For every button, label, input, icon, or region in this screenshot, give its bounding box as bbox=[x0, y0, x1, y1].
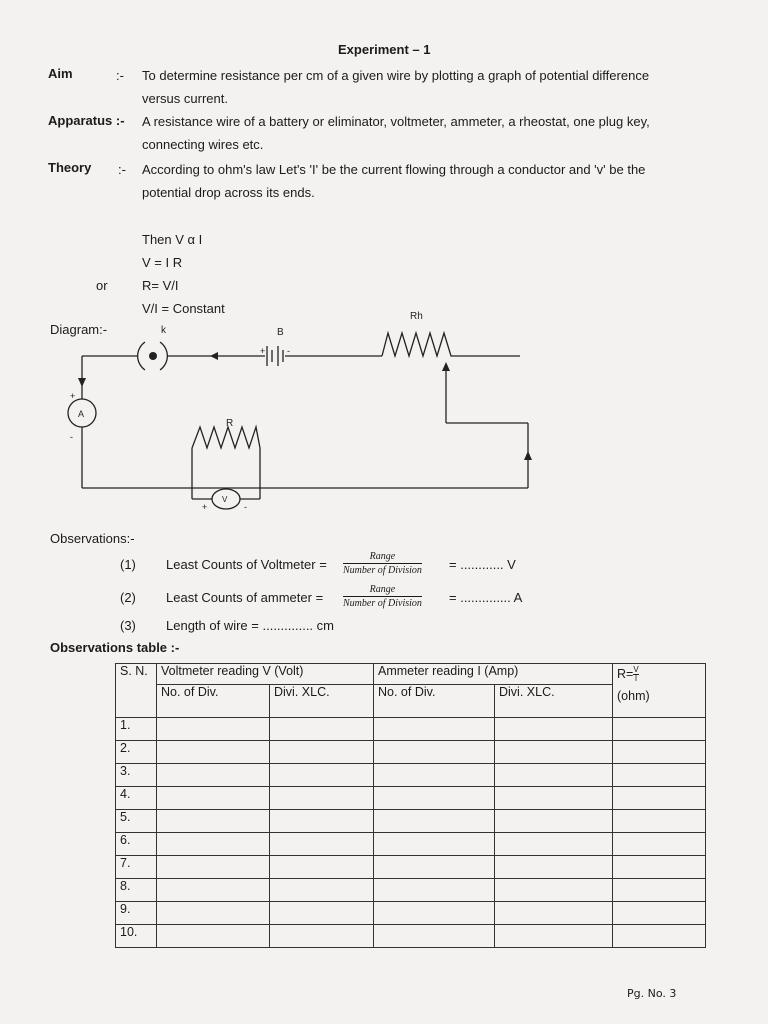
row-resistance-cell[interactable] bbox=[613, 833, 706, 856]
theory-separator: :- bbox=[118, 162, 126, 177]
header-resistance-label: R= bbox=[617, 666, 634, 681]
obs-1-text: Least Counts of Voltmeter = bbox=[166, 557, 327, 572]
table-row bbox=[116, 718, 706, 741]
apparatus-text-line2: connecting wires etc. bbox=[142, 137, 264, 152]
row-amp-div-cell[interactable] bbox=[374, 787, 495, 810]
aim-label: Aim bbox=[48, 66, 73, 81]
row-serial-cell: 6. bbox=[116, 833, 157, 856]
aim-separator: :- bbox=[116, 68, 124, 83]
row-resistance-cell[interactable] bbox=[613, 810, 706, 833]
row-volt-xlc-cell[interactable] bbox=[270, 902, 374, 925]
ammeter-label: A bbox=[78, 409, 85, 419]
observations-label: Observations:- bbox=[50, 531, 135, 546]
circuit-diagram bbox=[40, 305, 540, 515]
header-resistance bbox=[613, 664, 706, 718]
row-serial-cell: 7. bbox=[116, 856, 157, 879]
row-volt-xlc-cell[interactable] bbox=[270, 879, 374, 902]
row-volt-div-cell[interactable] bbox=[157, 764, 270, 787]
row-amp-xlc-cell[interactable] bbox=[495, 787, 613, 810]
theory-label: Theory bbox=[48, 160, 92, 175]
ammeter-minus: - bbox=[70, 432, 73, 442]
table-row bbox=[116, 879, 706, 902]
row-amp-div-cell[interactable] bbox=[374, 833, 495, 856]
header-volt-divisions: No. of Div. bbox=[157, 685, 270, 718]
row-serial-cell: 9. bbox=[116, 902, 157, 925]
resistor-label: R bbox=[226, 418, 234, 429]
table-row bbox=[116, 810, 706, 833]
row-resistance-cell[interactable] bbox=[613, 787, 706, 810]
header-amp-xlc: Divi. XLC. bbox=[495, 685, 613, 718]
observations-table bbox=[115, 663, 706, 948]
theory-text-line1: According to ohm's law Let's 'I' be the current flowing through a conductor and 'v' be the bbox=[142, 162, 646, 177]
battery-label: B bbox=[277, 327, 284, 338]
equation-resistance: R= V/I bbox=[142, 278, 179, 293]
row-volt-div-cell[interactable] bbox=[157, 787, 270, 810]
obs-1-number: (1) bbox=[120, 557, 136, 572]
table-row bbox=[116, 902, 706, 925]
row-serial-cell: 4. bbox=[116, 787, 157, 810]
row-volt-xlc-cell[interactable] bbox=[270, 764, 374, 787]
obs-2-number: (2) bbox=[120, 590, 136, 605]
aim-text-line2: versus current. bbox=[142, 91, 228, 106]
equation-or: or bbox=[96, 278, 108, 293]
row-volt-div-cell[interactable] bbox=[157, 902, 270, 925]
ammeter-plus: + bbox=[70, 391, 76, 401]
page-number: Pg. No. 3 bbox=[627, 987, 677, 1000]
aim-text-line1: To determine resistance per cm of a given wire by plotting a graph of potential difference bbox=[142, 68, 650, 83]
header-resistance-numerator: V bbox=[633, 665, 639, 674]
obs-2-fraction bbox=[343, 584, 422, 609]
table-body bbox=[116, 718, 706, 948]
row-amp-div-cell[interactable] bbox=[374, 741, 495, 764]
row-serial-cell: 8. bbox=[116, 879, 157, 902]
header-voltmeter-reading: Voltmeter reading V (Volt) bbox=[157, 664, 374, 685]
voltmeter-label: V bbox=[222, 495, 228, 504]
row-resistance-cell[interactable] bbox=[613, 764, 706, 787]
row-resistance-cell[interactable] bbox=[613, 879, 706, 902]
obs-1-result: = ............ V bbox=[449, 557, 516, 572]
row-volt-xlc-cell[interactable] bbox=[270, 856, 374, 879]
table-row bbox=[116, 925, 706, 948]
row-volt-div-cell[interactable] bbox=[157, 856, 270, 879]
diagram-label: Diagram:- bbox=[50, 322, 108, 337]
row-serial-cell: 5. bbox=[116, 810, 157, 833]
header-resistance-denominator: I bbox=[634, 674, 638, 683]
row-resistance-cell[interactable] bbox=[613, 741, 706, 764]
obs-1-fraction-numerator: Range bbox=[343, 551, 422, 564]
row-serial-cell: 2. bbox=[116, 741, 157, 764]
obs-3-number: (3) bbox=[120, 618, 136, 633]
equation-constant: V/I = Constant bbox=[142, 301, 225, 316]
row-serial-cell: 3. bbox=[116, 764, 157, 787]
row-amp-div-cell[interactable] bbox=[374, 810, 495, 833]
row-amp-div-cell[interactable] bbox=[374, 902, 495, 925]
table-row bbox=[116, 856, 706, 879]
row-amp-div-cell[interactable] bbox=[374, 856, 495, 879]
row-amp-xlc-cell[interactable] bbox=[495, 902, 613, 925]
row-serial-cell: 10. bbox=[116, 925, 157, 948]
row-volt-xlc-cell[interactable] bbox=[270, 833, 374, 856]
row-resistance-cell[interactable] bbox=[613, 718, 706, 741]
row-amp-xlc-cell[interactable] bbox=[495, 741, 613, 764]
row-resistance-cell[interactable] bbox=[613, 902, 706, 925]
page-title: Experiment – 1 bbox=[338, 42, 431, 57]
row-amp-xlc-cell[interactable] bbox=[495, 879, 613, 902]
header-ammeter-reading: Ammeter reading I (Amp) bbox=[374, 664, 613, 685]
obs-2-text: Least Counts of ammeter = bbox=[166, 590, 324, 605]
voltmeter-minus: - bbox=[244, 502, 247, 512]
obs-2-result: = .............. A bbox=[449, 590, 523, 605]
table-row bbox=[116, 787, 706, 810]
voltmeter-plus: + bbox=[202, 502, 208, 512]
equation-proportional: Then V α I bbox=[142, 232, 203, 247]
header-serial-number: S. N. bbox=[116, 664, 157, 718]
row-volt-xlc-cell[interactable] bbox=[270, 741, 374, 764]
obs-1-fraction-denominator: Number of Division bbox=[343, 565, 422, 576]
row-amp-xlc-cell[interactable] bbox=[495, 810, 613, 833]
row-amp-xlc-cell[interactable] bbox=[495, 856, 613, 879]
header-volt-xlc: Divi. XLC. bbox=[270, 685, 374, 718]
obs-2-fraction-numerator: Range bbox=[343, 584, 422, 597]
table-row bbox=[116, 741, 706, 764]
row-amp-xlc-cell[interactable] bbox=[495, 925, 613, 948]
battery-minus: - bbox=[287, 346, 290, 356]
row-serial-cell: 1. bbox=[116, 718, 157, 741]
header-resistance-unit: (ohm) bbox=[617, 689, 650, 703]
row-volt-div-cell[interactable] bbox=[157, 833, 270, 856]
row-volt-xlc-cell[interactable] bbox=[270, 925, 374, 948]
row-amp-div-cell[interactable] bbox=[374, 764, 495, 787]
obs-2-fraction-denominator: Number of Division bbox=[343, 598, 422, 609]
row-volt-xlc-cell[interactable] bbox=[270, 787, 374, 810]
header-amp-divisions: No. of Div. bbox=[374, 685, 495, 718]
obs-1-fraction bbox=[343, 551, 422, 576]
row-amp-xlc-cell[interactable] bbox=[495, 718, 613, 741]
row-amp-div-cell[interactable] bbox=[374, 879, 495, 902]
equation-ohms-law: V = I R bbox=[142, 255, 183, 270]
row-volt-div-cell[interactable] bbox=[157, 879, 270, 902]
row-volt-div-cell[interactable] bbox=[157, 718, 270, 741]
row-amp-xlc-cell[interactable] bbox=[495, 833, 613, 856]
theory-text-line2: potential drop across its ends. bbox=[142, 185, 315, 200]
row-volt-xlc-cell[interactable] bbox=[270, 718, 374, 741]
row-volt-div-cell[interactable] bbox=[157, 925, 270, 948]
row-volt-div-cell[interactable] bbox=[157, 741, 270, 764]
obs-3-text: Length of wire = .............. cm bbox=[166, 618, 334, 633]
battery-plus: + bbox=[260, 346, 266, 356]
row-volt-xlc-cell[interactable] bbox=[270, 810, 374, 833]
row-amp-xlc-cell[interactable] bbox=[495, 764, 613, 787]
rheostat-label: Rh bbox=[410, 311, 423, 322]
row-resistance-cell[interactable] bbox=[613, 925, 706, 948]
row-resistance-cell[interactable] bbox=[613, 856, 706, 879]
key-label: k bbox=[161, 325, 166, 336]
row-amp-div-cell[interactable] bbox=[374, 718, 495, 741]
apparatus-text-line1: A resistance wire of a battery or eliminator, voltmeter, ammeter, a rheostat, one plug key, bbox=[142, 114, 650, 129]
table-row bbox=[116, 764, 706, 787]
apparatus-label: Apparatus :- bbox=[48, 113, 125, 128]
row-volt-div-cell[interactable] bbox=[157, 810, 270, 833]
table-row bbox=[116, 833, 706, 856]
header-resistance-fraction bbox=[633, 666, 638, 683]
observations-table-label: Observations table :- bbox=[50, 640, 180, 655]
row-amp-div-cell[interactable] bbox=[374, 925, 495, 948]
